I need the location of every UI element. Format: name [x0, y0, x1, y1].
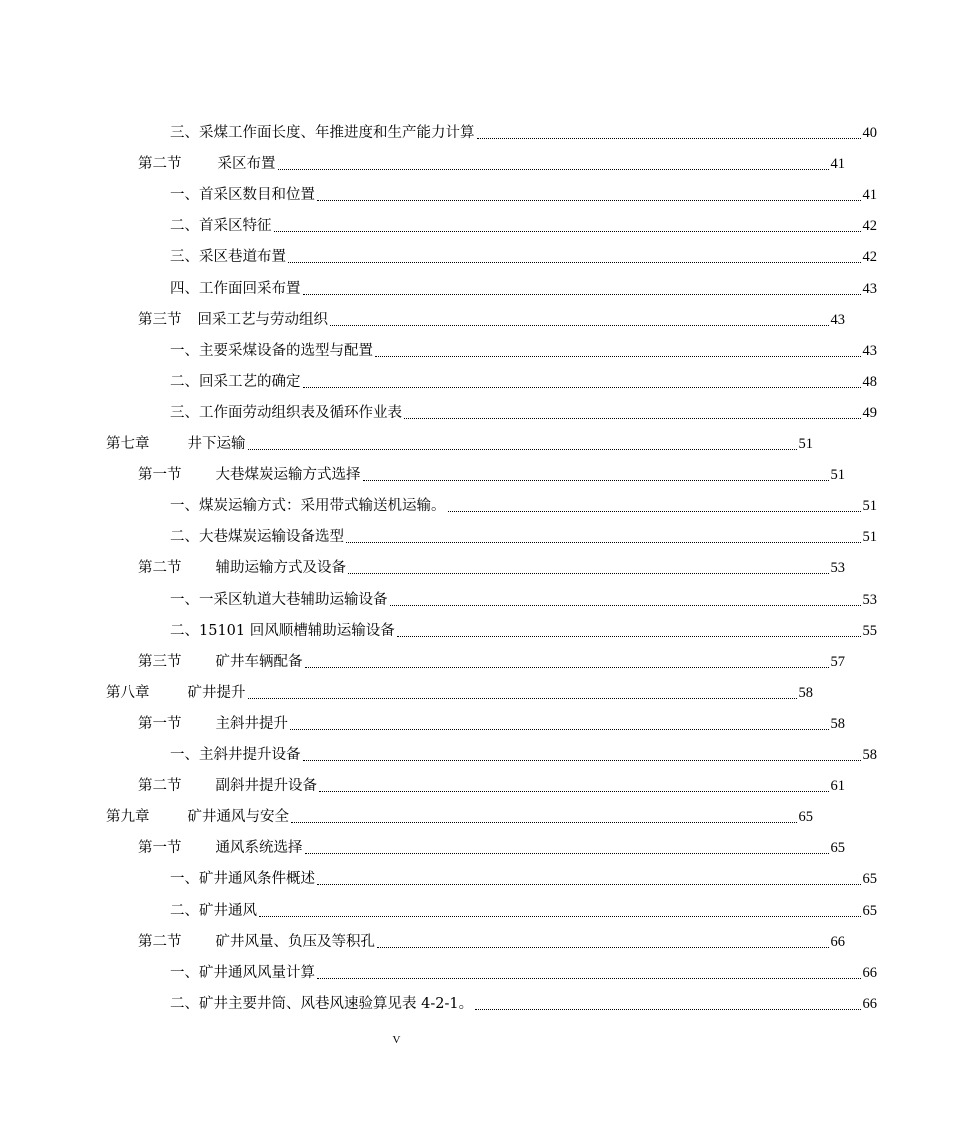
toc-entry-label — [170, 870, 315, 888]
toc-entry-label — [138, 559, 346, 577]
toc-entry-number: 第三节 — [138, 311, 182, 328]
dot-leader — [259, 915, 861, 917]
toc-entry-label — [138, 933, 375, 951]
toc-entry-title: 二、大巷煤炭运输设备选型 — [170, 529, 344, 546]
toc-entry-title: 通风系统选择 — [215, 840, 303, 857]
toc-entry[interactable] — [0, 616, 963, 640]
dot-leader — [290, 728, 829, 730]
toc-entry-page-number: 51 — [862, 498, 877, 515]
toc-entry-number: 第二节 — [138, 560, 182, 577]
toc-entry-label — [170, 622, 395, 640]
dot-leader — [317, 883, 861, 885]
toc-entry[interactable] — [0, 336, 963, 360]
toc-entry-label — [170, 373, 301, 391]
toc-entry-label — [170, 995, 473, 1013]
toc-entry-page-number: 53 — [830, 560, 845, 577]
toc-entry-title: 三、工作面劳动组织表及循环作业表 — [170, 404, 402, 421]
toc-entry-title: 矿井通风与安全 — [187, 809, 289, 826]
dot-leader — [248, 448, 797, 450]
toc-entry[interactable] — [0, 927, 931, 951]
toc-entry-number: 第一节 — [138, 715, 182, 732]
dot-leader — [390, 604, 861, 606]
dot-leader — [305, 666, 829, 668]
toc-entry-title: 矿井风量、负压及等积孔 — [215, 933, 375, 950]
toc-entry-title: 三、采区巷道布置 — [170, 249, 286, 266]
toc-entry-label — [170, 497, 446, 515]
toc-entry-number: 第八章 — [106, 684, 150, 701]
toc-entry-page-number: 51 — [798, 436, 813, 452]
toc-entry-title: 一、煤炭运输方式：采用带式输送机运输。 — [170, 498, 446, 515]
dot-leader — [346, 541, 861, 543]
toc-entry-title: 一、矿井通风条件概述 — [170, 871, 315, 888]
toc-entry-page-number: 65 — [862, 871, 877, 888]
toc-entry[interactable] — [0, 211, 963, 235]
toc-entry-label — [138, 839, 303, 857]
toc-entry-page-number: 43 — [862, 280, 877, 297]
toc-entry-number: 第九章 — [106, 809, 150, 826]
toc-entry-title: 四、工作面回采布置 — [170, 280, 301, 297]
toc-entry-page-number: 58 — [830, 715, 845, 732]
toc-entry-page-number: 41 — [830, 156, 845, 173]
dot-leader — [448, 510, 861, 512]
toc-entry-label — [170, 342, 373, 360]
toc-entry[interactable] — [0, 896, 963, 920]
toc-entry-page-number: 65 — [830, 840, 845, 857]
toc-entry-title: 矿井车辆配备 — [215, 653, 303, 670]
dot-leader — [274, 230, 861, 232]
toc-entry[interactable] — [0, 771, 931, 795]
toc-entry-page-number: 57 — [830, 653, 845, 670]
toc-entry-title: 回采工艺与劳动组织 — [197, 311, 328, 328]
toc-entry-number: 第二节 — [138, 156, 182, 173]
toc-entry[interactable] — [0, 398, 963, 422]
toc-entry-page-number: 42 — [862, 249, 877, 266]
toc-entry[interactable] — [0, 118, 963, 142]
toc-entry-label — [170, 280, 301, 298]
dot-leader — [319, 790, 829, 792]
toc-entry-label — [138, 311, 328, 329]
toc-entry-label — [138, 155, 276, 173]
toc-entry-page-number: 51 — [830, 467, 845, 484]
toc-entry-label — [138, 715, 288, 733]
toc-entry[interactable] — [0, 242, 963, 266]
toc-entry-title: 二、首采区特征 — [170, 218, 272, 235]
toc-entry-label — [170, 248, 286, 266]
toc-entry-number: 第三节 — [138, 653, 182, 670]
dot-leader — [288, 261, 861, 263]
dot-leader — [303, 759, 861, 761]
toc-entry-label — [170, 404, 402, 422]
toc-entry-page-number: 41 — [862, 187, 877, 204]
toc-entry-number: 第一节 — [138, 840, 182, 857]
toc-entry[interactable] — [0, 958, 963, 982]
dot-leader — [317, 199, 861, 201]
dot-leader — [475, 1008, 860, 1010]
toc-entry-title: 二、矿井主要井筒、风巷风速验算见表 4-2-1。 — [170, 995, 474, 1012]
toc-entry[interactable] — [0, 274, 963, 298]
toc-entry-label — [138, 653, 303, 671]
toc-entry-title: 二、15101 回风顺槽辅助运输设备 — [170, 622, 395, 639]
dot-leader — [291, 821, 797, 823]
toc-entry-title: 大巷煤炭运输方式选择 — [215, 467, 361, 484]
toc-entry-title: 三、采煤工作面长度、年推进度和生产能力计算 — [170, 125, 475, 141]
toc-entry-page-number: 61 — [830, 778, 845, 795]
toc-entry[interactable] — [0, 305, 931, 329]
toc-entry-label — [106, 435, 246, 453]
toc-entry-title: 一、一采区轨道大巷辅助运输设备 — [170, 591, 388, 608]
toc-entry-page-number: 58 — [862, 747, 877, 763]
toc-entry-page-number: 58 — [798, 684, 813, 701]
toc-entry-page-number: 55 — [862, 622, 877, 639]
toc-entry-page-number: 65 — [862, 902, 877, 919]
toc-entry[interactable] — [0, 585, 963, 609]
toc-entry-title: 一、主要采煤设备的选型与配置 — [170, 342, 373, 359]
toc-entry-page-number: 51 — [862, 529, 877, 546]
toc-entry[interactable] — [0, 367, 963, 391]
toc-entry-title: 一、主斜井提升设备 — [170, 747, 301, 763]
toc-entry-page-number: 40 — [862, 125, 877, 141]
dot-leader — [248, 697, 797, 699]
toc-entry[interactable] — [0, 833, 931, 857]
dot-leader — [317, 977, 861, 979]
dot-leader — [303, 293, 861, 295]
toc-entry-page-number: 42 — [862, 218, 877, 235]
toc-entry-title: 采区布置 — [217, 156, 276, 173]
toc-entry[interactable] — [0, 709, 931, 733]
toc-entry[interactable] — [0, 864, 963, 888]
toc-entry-label — [106, 808, 289, 826]
dot-leader — [278, 168, 829, 170]
toc-entry-page-number: 53 — [862, 591, 877, 608]
toc-entry-page-number: 66 — [862, 964, 877, 981]
toc-entry-label — [170, 902, 257, 920]
toc-entry[interactable] — [0, 491, 963, 515]
toc-entry-page-number: 43 — [830, 311, 845, 328]
toc-entry-number: 第二节 — [138, 778, 182, 795]
toc-entry-label — [170, 124, 475, 142]
toc-entry-title: 主斜井提升 — [215, 715, 288, 732]
dot-leader — [404, 417, 861, 419]
toc-entry-label — [170, 528, 344, 546]
toc-entry-number: 第二节 — [138, 933, 182, 950]
dot-leader — [477, 137, 861, 139]
toc-entry-label — [106, 684, 246, 702]
toc-entry-number: 第一节 — [138, 467, 182, 484]
toc-entry-title: 一、矿井通风风量计算 — [170, 964, 315, 981]
toc-entry[interactable] — [0, 678, 899, 702]
toc-entry-label — [170, 217, 272, 235]
toc-entry-title: 二、矿井通风 — [170, 902, 257, 919]
toc-entry[interactable] — [0, 149, 931, 173]
toc-entry-number: 第七章 — [106, 436, 150, 452]
toc-entry-page-number: 65 — [798, 809, 813, 826]
toc-entry-label — [138, 777, 317, 795]
toc-entry-title: 一、首采区数目和位置 — [170, 187, 315, 204]
toc-entry[interactable] — [0, 522, 963, 546]
dot-leader — [303, 386, 861, 388]
dot-leader — [330, 324, 829, 326]
toc-entry-title: 副斜井提升设备 — [215, 778, 317, 795]
toc-entry-label — [170, 186, 315, 204]
dot-leader — [375, 355, 861, 357]
toc-entry-page-number: 66 — [830, 933, 845, 950]
toc-entry-label — [138, 466, 361, 484]
toc-entry-title: 辅助运输方式及设备 — [215, 560, 346, 577]
toc-entry[interactable] — [0, 740, 963, 764]
toc-entry[interactable] — [0, 647, 931, 671]
toc-entry-title: 二、回采工艺的确定 — [170, 373, 301, 390]
toc-entry-page-number: 49 — [862, 404, 877, 421]
toc-entry-title: 矿井提升 — [187, 684, 246, 701]
dot-leader — [363, 479, 829, 481]
toc-entry-page-number: 48 — [862, 373, 877, 390]
toc-entry-label — [170, 746, 301, 764]
toc-entry[interactable] — [0, 989, 963, 1013]
toc-entry[interactable] — [0, 802, 899, 826]
dot-leader — [377, 946, 829, 948]
toc-entry[interactable] — [0, 180, 963, 204]
dot-leader — [348, 572, 829, 574]
toc-entry-page-number: 66 — [862, 995, 877, 1012]
toc-entry-page-number: 43 — [862, 342, 877, 359]
toc-entry[interactable] — [0, 429, 899, 453]
toc-entry-title: 井下运输 — [187, 436, 246, 452]
dot-leader — [305, 852, 829, 854]
toc-entry[interactable] — [0, 460, 931, 484]
toc-entry-label — [170, 591, 388, 609]
dot-leader — [397, 635, 861, 637]
page-number-footer: V — [392, 1034, 401, 1046]
toc-entry-label — [170, 964, 315, 982]
toc-entry[interactable] — [0, 553, 931, 577]
